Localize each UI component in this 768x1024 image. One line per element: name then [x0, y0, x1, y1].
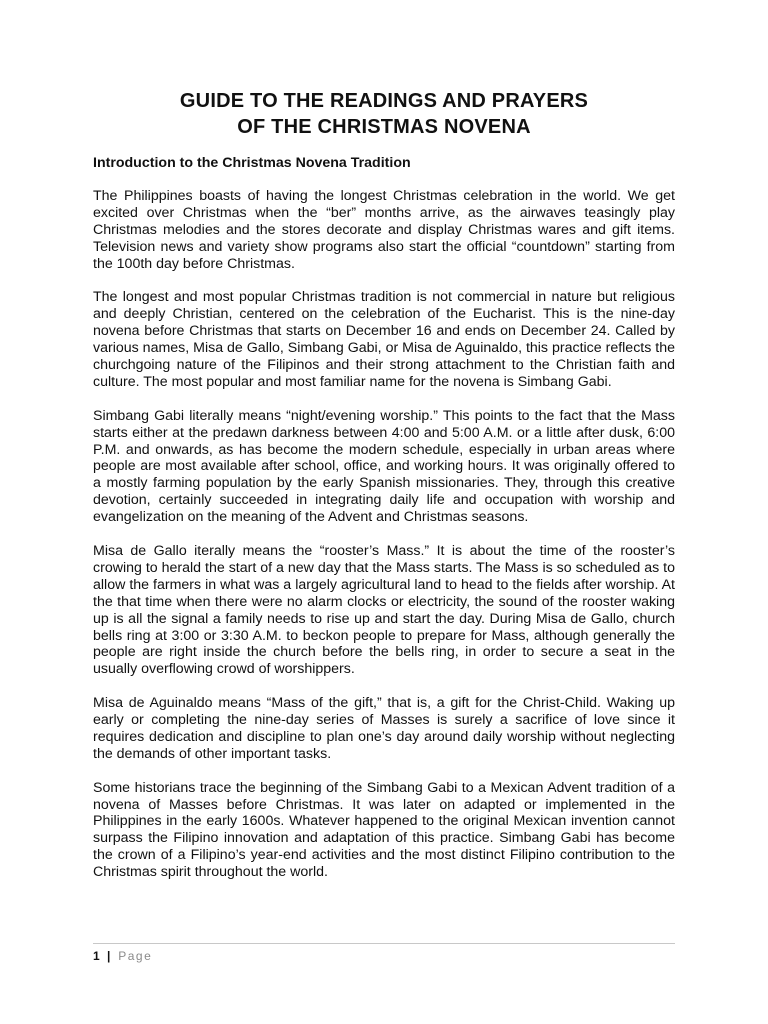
section-heading: Introduction to the Christmas Novena Tradition [93, 155, 411, 171]
page-footer [93, 948, 152, 964]
page-label: Page [118, 949, 153, 963]
footer-divider [93, 943, 675, 944]
title-line-1: GUIDE TO THE READINGS AND PRAYERS [179, 90, 589, 112]
footer-separator: | [107, 949, 111, 963]
title-line-2: OF THE CHRISTMAS NOVENA [237, 116, 531, 138]
paragraph-4: Misa de Gallo iterally means the “rooster’s Mass.” It is about the time of the rooster’s crowing to herald the start of a new day that the Mass starts. The Mass is so scheduled as to allow the farmers in what was a largely agricultural land to head to the fields after worship. At the that time when there were no alarm clocks or electricity, the sound of the rooster waking up is all the signal a family needs to rise up and start the day. During Misa de Gallo, church bells ring at 3:00 or 3:30 A.M. to beckon people to prepare for Mass, although generally the people are right inside the church before the bells ring, in order to secure a seat in the usually overflowing crowd of worshippers. [93, 542, 675, 678]
page-title [93, 88, 675, 140]
body-text [93, 188, 675, 898]
paragraph-1: The Philippines boasts of having the longest Christmas celebration in the world. We get excited over Christmas when the “ber” months arrive, as the airwaves teasingly play Christmas melodies and the stores decorate and display Christmas wares and gift items. Television news and variety show programs also start the official “countdown” starting from the 100th day before Christmas. [93, 188, 675, 272]
page-number: 1 [93, 949, 102, 963]
paragraph-6: Some historians trace the beginning of the Simbang Gabi to a Mexican Advent tradition of a novena of Masses before Christmas. It was later on adapted or implemented in the Philippines in the early 1600s. Whatever happened to the original Mexican invention cannot surpass the Filipino innovation and adaptation of this practice. Simbang Gabi has become the crown of a Filipino’s year-end activities and the most distinct Filipino contribution to the Christmas spirit throughout the world. [93, 779, 675, 881]
paragraph-3: Simbang Gabi literally means “night/evening worship.” This points to the fact that the Mass starts either at the predawn darkness between 4:00 and 5:00 A.M. or a little after dusk, 6:00 P.M. and onwards, as has become the modern schedule, especially in urban areas where people are most available after school, office, and working hours. It was originally offered to a mostly farming population by the early Spanish missionaries. They, through this creative devotion, certainly succeeded in integrating daily life and occupation with worship and evangelization on the meaning of the Advent and Christmas seasons. [93, 407, 675, 526]
paragraph-2: The longest and most popular Christmas tradition is not commercial in nature but religious and deeply Christian, centered on the celebration of the Eucharist. This is the nine-day novena before Christmas that starts on December 16 and ends on December 24. Called by various names, Misa de Gallo, Simbang Gabi, or Misa de Aguinaldo, this practice reflects the churchgoing nature of the Filipinos and their strong attachment to the Christian faith and culture. The most popular and most familiar name for the novena is Simbang Gabi. [93, 289, 675, 390]
paragraph-5: Misa de Aguinaldo means “Mass of the gift,” that is, a gift for the Christ-Child. Waking up early or completing the nine-day series of Masses is surely a sacrifice of love since it requires dedication and discipline to plan one’s day around daily worship without neglecting the demands of other important tasks. [93, 695, 675, 762]
